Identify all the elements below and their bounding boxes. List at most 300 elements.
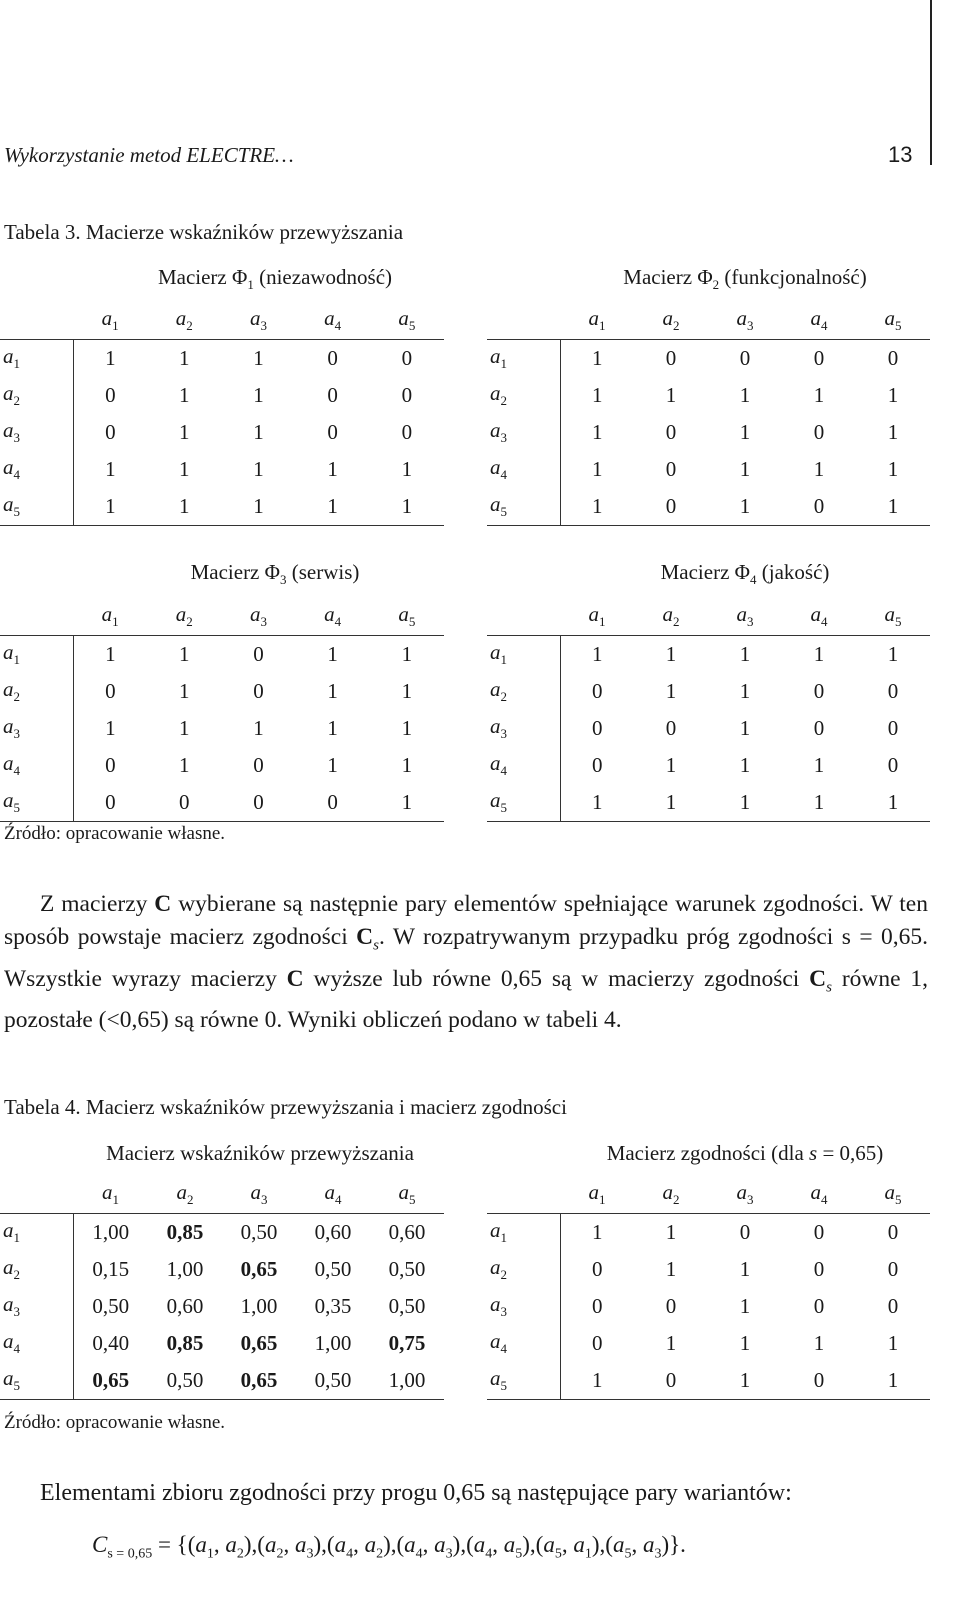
table-cell: 0 xyxy=(887,716,899,740)
table-cell: 0 xyxy=(401,420,413,444)
table-cell: 1 xyxy=(253,346,264,370)
row-header xyxy=(487,1288,560,1325)
matrix-phi2-table xyxy=(487,302,930,526)
matrix-title: Macierz $\Phi_2$ (funkcjonalność) xyxy=(623,265,867,293)
table-row xyxy=(0,710,444,747)
table-row xyxy=(0,1251,444,1288)
table-cell: 1 xyxy=(813,457,825,481)
variant-label: $a_2$ xyxy=(490,677,507,705)
table-cell: 0 xyxy=(221,784,295,822)
table-cell: 1 xyxy=(592,383,603,407)
table-cell: 0 xyxy=(665,716,677,740)
row-header xyxy=(487,1251,560,1288)
table-cell: 1 xyxy=(813,1331,825,1355)
table-row xyxy=(0,414,444,451)
matrix-title: Macierz $\Phi_1$ (niezawodność) xyxy=(157,265,393,293)
variant-label: $a_2$ xyxy=(490,381,507,409)
corner-cell xyxy=(487,302,560,340)
table-cell: 1 xyxy=(370,784,444,822)
table-row xyxy=(487,451,930,488)
table4-caption: Tabela 4. Macierz wskaźników przewyższania i macierz zgodności xyxy=(4,1095,567,1119)
table-cell: 0 xyxy=(327,346,338,370)
variant-label: $a_3$ xyxy=(249,306,267,334)
variant-label: $a_1$ xyxy=(588,602,606,630)
table-row xyxy=(487,414,930,451)
row-header xyxy=(0,1362,73,1400)
variant-label: $a_3$ xyxy=(736,602,754,630)
row-header xyxy=(0,1325,73,1362)
variant-label: $a_4$ xyxy=(3,751,20,779)
table-cell: 1 xyxy=(401,679,413,703)
column-header xyxy=(560,302,634,340)
table-row xyxy=(487,1288,930,1325)
variant-label: $a_4$ xyxy=(3,1329,20,1357)
table-cell: 1 xyxy=(179,753,190,777)
row-header xyxy=(487,1214,560,1252)
table-cell: 0,60 xyxy=(314,1220,352,1244)
column-header xyxy=(856,302,930,340)
variant-label: $a_1$ xyxy=(101,306,119,334)
variant-label: $a_5$ xyxy=(398,1180,416,1208)
table-row xyxy=(0,451,444,488)
table-cell: 1 xyxy=(665,1257,677,1281)
table-cell: 1 xyxy=(105,346,116,370)
table-row xyxy=(0,1362,444,1400)
table-cell: 1 xyxy=(887,642,899,666)
table-cell: 0 xyxy=(782,488,856,526)
row-header xyxy=(487,673,560,710)
table-cell: 0 xyxy=(739,1220,751,1244)
table-row xyxy=(0,377,444,414)
variant-label: $a_1$ xyxy=(490,640,507,668)
table-cell: 1 xyxy=(401,457,413,481)
table-cell: 1 xyxy=(253,716,264,740)
table-cell: 1 xyxy=(401,716,413,740)
table-cell: 1 xyxy=(665,642,677,666)
table-cell: 1 xyxy=(665,679,677,703)
column-header xyxy=(73,598,147,636)
variant-label: $a_3$ xyxy=(3,714,20,742)
column-header xyxy=(634,1176,708,1214)
variant-label: $a_1$ xyxy=(3,1218,20,1246)
column-header xyxy=(708,1176,782,1214)
table-cell: 0 xyxy=(296,784,370,822)
variant-label: $a_5$ xyxy=(398,306,416,334)
variant-label: $a_4$ xyxy=(490,1329,507,1357)
table-cell: 1 xyxy=(147,488,221,526)
table-row xyxy=(487,710,930,747)
column-header xyxy=(634,598,708,636)
variant-label: $a_1$ xyxy=(101,602,119,630)
concordance-matrix-table xyxy=(487,1176,930,1400)
table-cell: 1 xyxy=(708,1362,782,1400)
table-cell: 0 xyxy=(739,346,751,370)
table-cell: 0 xyxy=(813,420,825,444)
column-header xyxy=(222,1176,296,1214)
table-cell: 1 xyxy=(739,1331,751,1355)
row-header xyxy=(487,414,560,451)
table-cell: 0,85 xyxy=(166,1331,204,1355)
running-head: Wykorzystanie metod ELECTRE… xyxy=(4,143,294,167)
variant-label: $a_5$ xyxy=(490,788,507,816)
table-cell: 0 xyxy=(147,784,221,822)
column-header xyxy=(560,1176,634,1214)
table-cell: 1 xyxy=(856,784,930,822)
margin-rule xyxy=(930,0,932,165)
matrix-title: Macierz $\Phi_4$ (jakość) xyxy=(660,560,830,588)
table-cell: 0 xyxy=(813,1257,825,1281)
table-row xyxy=(0,1288,444,1325)
table-row xyxy=(0,784,444,822)
table-cell: 0 xyxy=(401,346,413,370)
table-cell: 0,60 xyxy=(166,1294,204,1318)
variant-label: $a_1$ xyxy=(490,344,507,372)
table-row xyxy=(487,673,930,710)
table-cell: 1 xyxy=(560,1362,634,1400)
table-cell: 1 xyxy=(105,642,116,666)
variant-label: $a_2$ xyxy=(175,602,193,630)
variant-label: $a_4$ xyxy=(324,306,342,334)
table-cell: 1 xyxy=(327,642,338,666)
header-row xyxy=(0,1176,444,1214)
table-cell: 0,85 xyxy=(166,1220,204,1244)
row-header xyxy=(0,673,73,710)
table-row xyxy=(487,747,930,784)
table-cell: 1 xyxy=(665,1331,677,1355)
table-cell: 1 xyxy=(327,753,338,777)
variant-label: $a_5$ xyxy=(3,1366,20,1394)
table-cell: 1 xyxy=(665,1220,677,1244)
variant-label: $a_2$ xyxy=(662,1180,680,1208)
table-cell: 0,50 xyxy=(240,1220,278,1244)
column-header xyxy=(370,1176,444,1214)
row-header xyxy=(0,710,73,747)
table-cell: 0 xyxy=(813,346,825,370)
closing-text: Elementami zbioru zgodności przy progu 0,65 są następujące pary wariantów: xyxy=(40,1480,792,1506)
matrix-phi1-table xyxy=(0,302,444,526)
table-cell: 1 xyxy=(856,1362,930,1400)
table-cell: 0 xyxy=(782,1362,856,1400)
variant-label: $a_4$ xyxy=(324,1180,342,1208)
table-cell: 0,65 xyxy=(240,1257,278,1281)
variant-label: $a_4$ xyxy=(3,455,20,483)
variant-label: $a_3$ xyxy=(3,1292,20,1320)
table-cell: 1 xyxy=(105,457,116,481)
variant-label: $a_2$ xyxy=(490,1255,507,1283)
variant-label: $a_5$ xyxy=(490,492,507,520)
table-row xyxy=(487,636,930,674)
table-cell: 0 xyxy=(105,679,116,703)
variant-label: $a_5$ xyxy=(884,602,902,630)
column-header xyxy=(147,598,221,636)
table-cell: 1 xyxy=(179,679,190,703)
column-header xyxy=(221,302,295,340)
table-cell: 0 xyxy=(253,642,264,666)
table-cell: 1 xyxy=(327,457,338,481)
table-cell: 1 xyxy=(592,457,603,481)
row-header xyxy=(487,377,560,414)
table-cell: 1 xyxy=(634,784,708,822)
table-cell: 1 xyxy=(221,488,295,526)
row-header xyxy=(0,414,73,451)
table-cell: 0 xyxy=(887,346,899,370)
table-cell: 0 xyxy=(105,753,116,777)
row-header xyxy=(487,340,560,378)
table-row xyxy=(0,636,444,674)
column-header xyxy=(560,598,634,636)
table-cell: 0,65 xyxy=(240,1331,278,1355)
row-header xyxy=(487,710,560,747)
table-cell: 0,65 xyxy=(73,1362,148,1400)
table-cell: 0 xyxy=(327,420,338,444)
row-header xyxy=(487,747,560,784)
variant-label: $a_5$ xyxy=(3,492,20,520)
table-row xyxy=(0,673,444,710)
column-header xyxy=(73,1176,148,1214)
table-cell: 0 xyxy=(253,679,264,703)
row-header xyxy=(0,636,73,674)
variant-label: $a_1$ xyxy=(490,1218,507,1246)
table-row xyxy=(487,784,930,822)
corner-cell xyxy=(0,1176,73,1214)
table-cell: 1 xyxy=(665,383,677,407)
table-cell: 0 xyxy=(634,1362,708,1400)
page-number: 13 xyxy=(888,142,913,167)
table-row xyxy=(0,488,444,526)
variant-label: $a_3$ xyxy=(490,714,507,742)
table-cell: 0 xyxy=(592,1331,603,1355)
variant-label: $a_2$ xyxy=(3,677,20,705)
table-row xyxy=(487,1251,930,1288)
variant-label: $a_2$ xyxy=(3,381,20,409)
matrix-phi4-table xyxy=(487,598,930,822)
column-header xyxy=(708,598,782,636)
table-cell: 0 xyxy=(592,753,603,777)
table-cell: 1 xyxy=(813,642,825,666)
table-cell: 1 xyxy=(739,642,751,666)
column-header xyxy=(782,1176,856,1214)
table-cell: 1 xyxy=(708,488,782,526)
variant-label: $a_4$ xyxy=(324,602,342,630)
row-header xyxy=(0,451,73,488)
table-cell: 1 xyxy=(813,753,825,777)
variant-label: $a_5$ xyxy=(884,1180,902,1208)
table-cell: 1 xyxy=(179,420,190,444)
corner-cell xyxy=(487,598,560,636)
column-header xyxy=(856,598,930,636)
variant-label: $a_2$ xyxy=(176,1180,194,1208)
table3-caption: Tabela 3. Macierze wskaźników przewyższania xyxy=(4,220,404,244)
table-cell: 0,50 xyxy=(388,1257,426,1281)
matrix-phi3-table xyxy=(0,598,444,822)
table-cell: 1 xyxy=(708,784,782,822)
table-cell: 1 xyxy=(179,383,190,407)
table-cell: 1 xyxy=(253,457,264,481)
table-cell: 0 xyxy=(253,753,264,777)
header-row xyxy=(487,302,930,340)
table-cell: 1 xyxy=(296,488,370,526)
variant-label: $a_3$ xyxy=(250,1180,268,1208)
variant-label: $a_1$ xyxy=(588,306,606,334)
table-cell: 1 xyxy=(739,716,751,740)
body-paragraph: Z macierzy C wybierane są następnie pary elementów spełniające warunek zgodności. W ten sposób powstaje macierz zgodności $C_s$. W rozpatrywanym przypadku próg zgodności s = 0,65. Wszystkie wyrazy macierzy C wyższe lub równe 0,65 są w macierzy zgodności $C_s$ równe 1, pozostałe (<0,65) są równe 0. Wyniki obliczeń podano w tabeli 4. xyxy=(4,891,929,1034)
table-cell: 1 xyxy=(179,642,190,666)
variant-label: $a_4$ xyxy=(490,751,507,779)
column-header xyxy=(782,302,856,340)
column-header xyxy=(221,598,295,636)
row-header xyxy=(487,488,560,526)
table-cell: 0,50 xyxy=(296,1362,370,1400)
variant-label: $a_1$ xyxy=(588,1180,606,1208)
concordance-set-formula: $C_{s = 0,65} = \{(a_1$, $a_2),(a_2$, $a_3),(a_4$, $a_2),(a_4$, $a_3),(a_4$, $a_5),(a_5$, $a_1),(a_5$, $a_3$)}. xyxy=(92,1532,686,1562)
table-cell: 0 xyxy=(813,716,825,740)
table-row xyxy=(487,1362,930,1400)
row-header xyxy=(0,340,73,378)
table-cell: 1 xyxy=(739,420,751,444)
table-cell: 1 xyxy=(739,383,751,407)
column-header xyxy=(782,598,856,636)
table-cell: 1,00 xyxy=(240,1294,278,1318)
table-cell: 0 xyxy=(887,1294,899,1318)
row-header xyxy=(487,451,560,488)
variant-label: $a_2$ xyxy=(3,1255,20,1283)
matrix-title: Macierz $\Phi_3$ (serwis) xyxy=(190,560,360,588)
table-cell: 0,40 xyxy=(92,1331,130,1355)
column-header xyxy=(296,1176,370,1214)
table-cell: 1 xyxy=(253,383,264,407)
corner-cell xyxy=(487,1176,560,1214)
table-cell: 0,50 xyxy=(92,1294,130,1318)
table-cell: 1 xyxy=(253,420,264,444)
row-header xyxy=(487,636,560,674)
row-header xyxy=(487,1325,560,1362)
table-row xyxy=(487,1214,930,1252)
table-cell: 0 xyxy=(327,383,338,407)
variant-label: $a_4$ xyxy=(810,1180,828,1208)
column-header xyxy=(296,302,370,340)
variant-label: $a_2$ xyxy=(175,306,193,334)
variant-label: $a_4$ xyxy=(490,455,507,483)
table-row xyxy=(0,1325,444,1362)
table-cell: 0,75 xyxy=(388,1331,426,1355)
table-row xyxy=(487,488,930,526)
table-cell: 0 xyxy=(813,1294,825,1318)
table-cell: 1 xyxy=(665,753,677,777)
table-row xyxy=(0,340,444,378)
table-cell: 0,50 xyxy=(314,1257,352,1281)
table-cell: 1 xyxy=(592,1220,603,1244)
column-header xyxy=(296,598,370,636)
table-cell: 1 xyxy=(739,1294,751,1318)
variant-label: $a_3$ xyxy=(249,602,267,630)
table4-right-title: Macierz zgodności (dla s = 0,65) xyxy=(606,1141,884,1165)
column-header xyxy=(148,1176,222,1214)
table-row xyxy=(0,1214,444,1252)
table-row xyxy=(487,340,930,378)
variant-label: $a_5$ xyxy=(3,788,20,816)
table-cell: 1,00 xyxy=(314,1331,352,1355)
table-cell: 0,35 xyxy=(314,1294,352,1318)
row-header xyxy=(0,377,73,414)
table-cell: 0 xyxy=(665,1294,677,1318)
variant-label: $a_3$ xyxy=(3,418,20,446)
table-cell: 0 xyxy=(665,346,677,370)
table-cell: 1 xyxy=(401,753,413,777)
table-cell: 0 xyxy=(813,1220,825,1244)
header-row xyxy=(0,302,444,340)
variant-label: $a_3$ xyxy=(736,306,754,334)
table-cell: 1 xyxy=(560,488,634,526)
table-cell: 1 xyxy=(887,1331,899,1355)
table-cell: 1 xyxy=(813,383,825,407)
variant-label: $a_4$ xyxy=(810,306,828,334)
table-cell: 1 xyxy=(592,642,603,666)
variant-label: $a_2$ xyxy=(662,306,680,334)
table-cell: 0 xyxy=(813,679,825,703)
table-cell: 1 xyxy=(370,488,444,526)
table-cell: 1 xyxy=(739,679,751,703)
column-header xyxy=(856,1176,930,1214)
table-cell: 1 xyxy=(887,383,899,407)
table-cell: 1 xyxy=(856,488,930,526)
table4-left-title: Macierz wskaźników przewyższania xyxy=(106,1141,414,1165)
table-cell: 0 xyxy=(592,1294,603,1318)
variant-label: $a_3$ xyxy=(490,1292,507,1320)
column-header xyxy=(634,302,708,340)
table-cell: 1,00 xyxy=(370,1362,444,1400)
table-row xyxy=(487,1325,930,1362)
corner-cell xyxy=(0,302,73,340)
corner-cell xyxy=(0,598,73,636)
table-cell: 0 xyxy=(665,457,677,481)
variant-label: $a_3$ xyxy=(490,418,507,446)
table-cell: 1 xyxy=(179,457,190,481)
table-cell: 1 xyxy=(179,346,190,370)
table-cell: 0 xyxy=(401,383,413,407)
column-header xyxy=(370,598,444,636)
table-cell: 0 xyxy=(887,679,899,703)
table-cell: 0,50 xyxy=(388,1294,426,1318)
table-cell: 0 xyxy=(105,420,116,444)
table-cell: 0 xyxy=(887,1257,899,1281)
column-header xyxy=(370,302,444,340)
table-cell: 1 xyxy=(327,716,338,740)
header-row xyxy=(487,1176,930,1214)
header-row xyxy=(0,598,444,636)
table4-source: Źródło: opracowanie własne. xyxy=(4,1412,226,1433)
table-cell: 0 xyxy=(73,784,147,822)
table-cell: 1 xyxy=(782,784,856,822)
variant-label: $a_3$ xyxy=(736,1180,754,1208)
table-row xyxy=(0,747,444,784)
outranking-matrix-table xyxy=(0,1176,444,1400)
table-cell: 0 xyxy=(887,753,899,777)
table-cell: 0,60 xyxy=(388,1220,426,1244)
table-cell: 1 xyxy=(739,1257,751,1281)
table3-source: Źródło: opracowanie własne. xyxy=(4,823,226,844)
table-cell: 1 xyxy=(560,784,634,822)
table-cell: 0 xyxy=(592,1257,603,1281)
table-cell: 1 xyxy=(739,457,751,481)
variant-label: $a_2$ xyxy=(662,602,680,630)
table-cell: 0 xyxy=(634,488,708,526)
row-header xyxy=(0,488,73,526)
table-row xyxy=(487,377,930,414)
row-header xyxy=(0,1288,73,1325)
table-cell: 1,00 xyxy=(92,1220,130,1244)
row-header xyxy=(0,1214,73,1252)
table-cell: 1 xyxy=(401,642,413,666)
